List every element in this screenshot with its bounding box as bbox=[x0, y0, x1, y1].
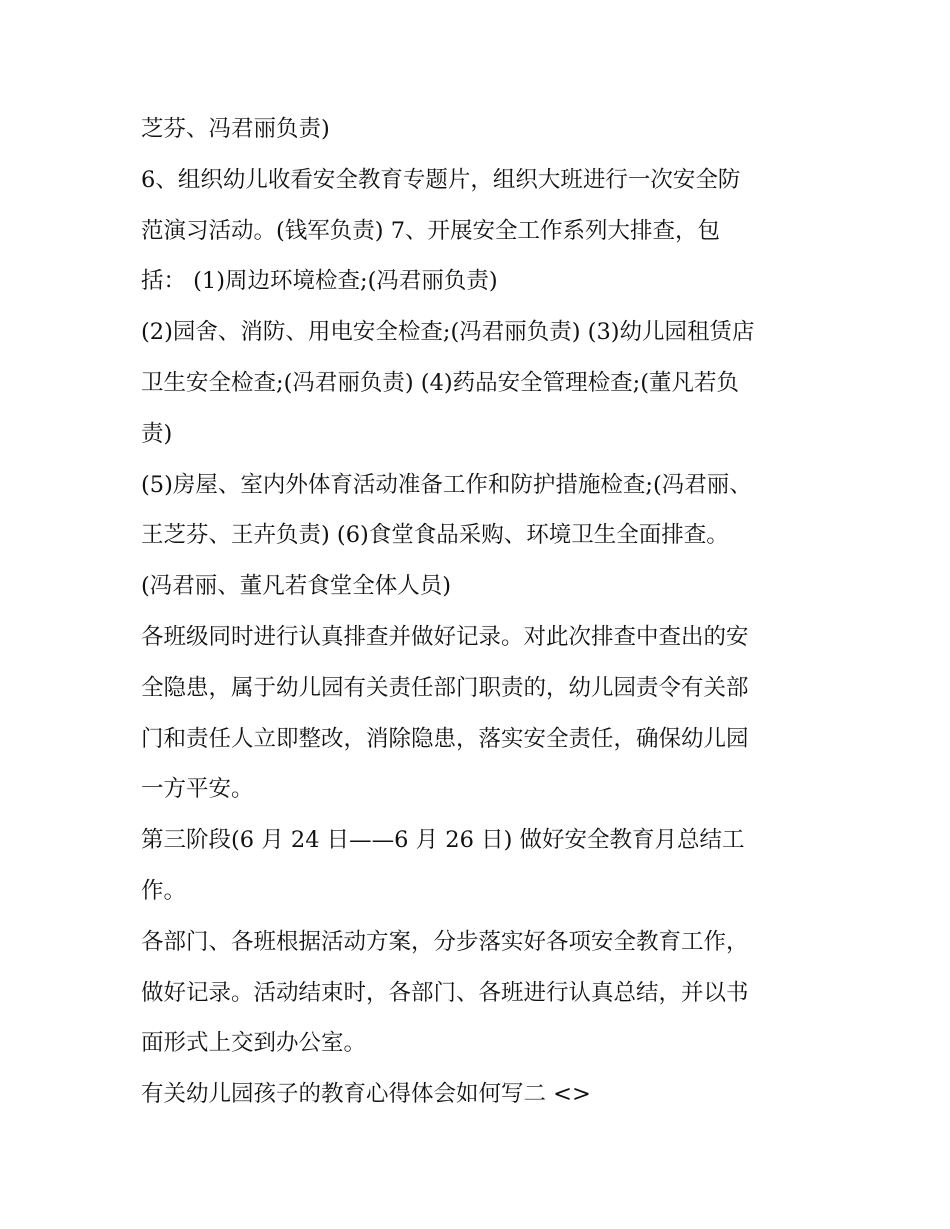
text-line: 各部门、各班根据活动方案，分步落实好各项安全教育工作， bbox=[141, 928, 749, 955]
text-line: 范演习活动。(钱军负责) 7、开展安全工作系列大排查，包 bbox=[141, 217, 721, 244]
text-line: 芝芬、冯君丽负责) bbox=[141, 116, 330, 142]
text-line: 做好记录。活动结束时，各部门、各班进行认真总结，并以书 bbox=[141, 979, 749, 1006]
text-line: 一方平安。 bbox=[141, 776, 254, 803]
text-line: 王芝芬、王卉负责) (6)食堂食品采购、环境卫生全面排查。 bbox=[141, 522, 729, 549]
document-body bbox=[141, 104, 831, 1120]
text-line: 括： (1)周边环境检查;(冯君丽负责) bbox=[141, 268, 498, 295]
text-line: (冯君丽、董凡若食堂全体人员) bbox=[141, 573, 452, 600]
text-line: 作。 bbox=[141, 877, 187, 904]
text-line: 责) bbox=[141, 420, 173, 447]
text-line: 面形式上交到办公室。 bbox=[141, 1030, 367, 1057]
text-line: 6、组织幼儿收看安全教育专题片，组织大班进行一次安全防 bbox=[141, 166, 741, 193]
text-line: 门和责任人立即整改，消除隐患，落实安全责任，确保幼儿园 bbox=[141, 725, 749, 752]
text-line: 各班级同时进行认真排查并做好记录。对此次排查中查出的安 bbox=[141, 623, 749, 650]
text-line: 第三阶段(6 月 24 日——6 月 26 日) 做好安全教育月总结工 bbox=[141, 827, 745, 854]
text-line: (5)房屋、室内外体育活动准备工作和防护措施检查;(冯君丽、 bbox=[141, 471, 752, 498]
text-line: 有关幼儿园孩子的教育心得体会如何写二 <> bbox=[141, 1081, 591, 1108]
text-line: 卫生安全检查;(冯君丽负责) (4)药品安全管理检查;(董凡若负 bbox=[141, 369, 740, 396]
text-line: (2)园舍、消防、用电安全检查;(冯君丽负责) (3)幼儿园租赁店 bbox=[141, 319, 755, 346]
text-line: 全隐患，属于幼儿园有关责任部门职责的，幼儿园责令有关部 bbox=[141, 674, 749, 701]
